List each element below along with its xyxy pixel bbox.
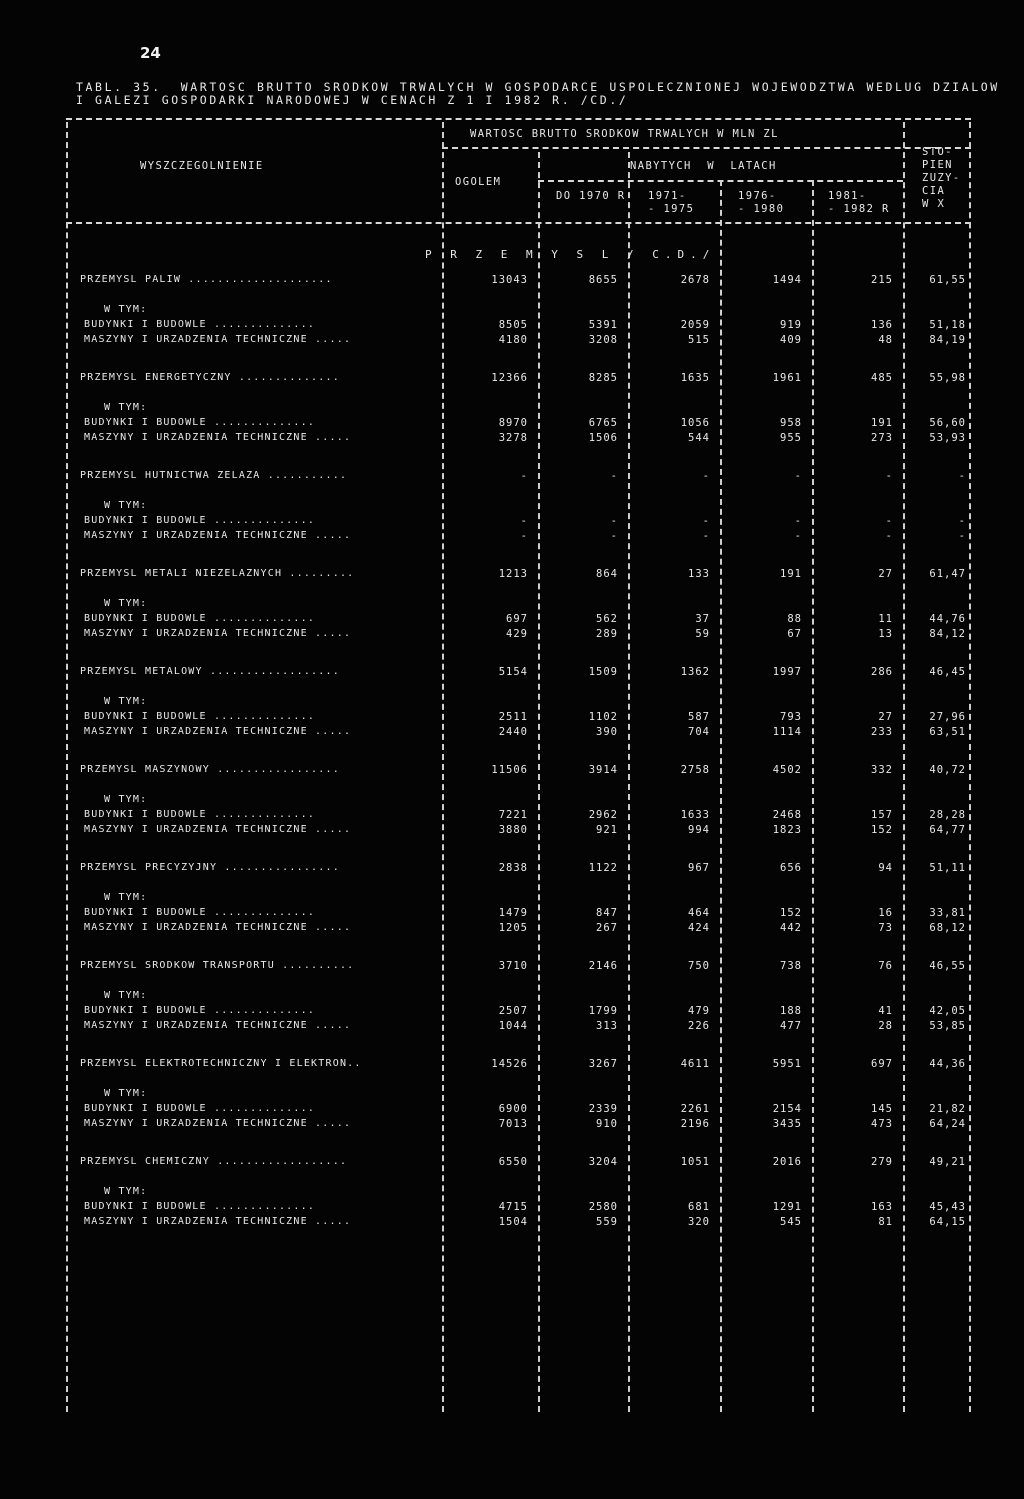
table-row-label: BUDYNKI I BUDOWLE .............. [84, 515, 316, 526]
table-cell-col-4: 958 [780, 417, 802, 429]
table-cell-col-6: - [958, 515, 966, 527]
table-cell-col-2: 1102 [588, 711, 618, 723]
table-cell-col-3: 544 [688, 432, 710, 444]
header-period-3: 1976- - 1980 [738, 190, 785, 215]
table-cell-col-4: 793 [780, 711, 802, 723]
header-period-2: 1971- - 1975 [648, 190, 695, 215]
table-cell-col-1: 4715 [498, 1201, 528, 1213]
table-cell-col-1: 1205 [498, 922, 528, 934]
table-cell-col-1: 8505 [498, 319, 528, 331]
table-cell-col-3: 994 [688, 824, 710, 836]
table-cell-col-2: 3914 [588, 764, 618, 776]
table-cell-col-4: 152 [780, 907, 802, 919]
table-cell-col-5: 152 [871, 824, 893, 836]
table-cell-col-2: 8655 [588, 274, 618, 286]
table-cell-col-5: 27 [878, 568, 893, 580]
table-cell-col-5: 136 [871, 319, 893, 331]
table-cell-col-6: 61,55 [929, 274, 966, 286]
table-cell-col-2: 3208 [588, 334, 618, 346]
table-cell-col-5: 11 [878, 613, 893, 625]
table-cell-col-2: - [610, 515, 618, 527]
table-cell-col-2: 559 [596, 1216, 618, 1228]
table-cell-col-3: 1051 [680, 1156, 710, 1168]
table-row-subheading: W TYM: [104, 402, 148, 413]
table-row-section-label: PRZEMYSL PRECYZYJNY ................ [80, 862, 340, 873]
table-cell-col-2: 390 [596, 726, 618, 738]
table-cell-col-6: 45,43 [929, 1201, 966, 1213]
table-cell-col-2: 3267 [588, 1058, 618, 1070]
table-cell-col-5: 48 [878, 334, 893, 346]
table-cell-col-3: 2678 [680, 274, 710, 286]
table-row-label: MASZYNY I URZADZENIA TECHNICZNE ..... [84, 334, 352, 345]
table-cell-col-1: 3278 [498, 432, 528, 444]
col-divider-1 [538, 152, 540, 1412]
table-cell-col-6: 64,15 [929, 1216, 966, 1228]
table-row-label: MASZYNY I URZADZENIA TECHNICZNE ..... [84, 628, 352, 639]
table-cell-col-2: 1122 [588, 862, 618, 874]
table-cell-col-2: 2962 [588, 809, 618, 821]
table-cell-col-4: 191 [780, 568, 802, 580]
table-cell-col-4: 1997 [772, 666, 802, 678]
table-cell-col-4: 1961 [772, 372, 802, 384]
table-row-label: MASZYNY I URZADZENIA TECHNICZNE ..... [84, 1216, 352, 1227]
table-cell-col-6: 51,11 [929, 862, 966, 874]
table-cell-col-6: 40,72 [929, 764, 966, 776]
table-cell-col-6: 27,96 [929, 711, 966, 723]
table-row-label: MASZYNY I URZADZENIA TECHNICZNE ..... [84, 922, 352, 933]
table-cell-col-3: 4611 [680, 1058, 710, 1070]
table-cell-col-6: 28,28 [929, 809, 966, 821]
table-cell-col-4: 67 [787, 628, 802, 640]
table-cell-col-3: 37 [695, 613, 710, 625]
table-row-subheading: W TYM: [104, 892, 148, 903]
table-cell-col-1: 7013 [498, 1118, 528, 1130]
table-cell-col-3: 320 [688, 1216, 710, 1228]
table-cell-col-3: 1056 [680, 417, 710, 429]
col-divider-3 [720, 180, 722, 1412]
table-cell-col-1: 5154 [498, 666, 528, 678]
table-cell-col-1: 1044 [498, 1020, 528, 1032]
table-cell-col-5: 94 [878, 862, 893, 874]
table-cell-col-5: 16 [878, 907, 893, 919]
table-cell-col-4: 545 [780, 1216, 802, 1228]
table-cell-col-5: 485 [871, 372, 893, 384]
table-title-line-2: I GALEZI GOSPODARKI NARODOWEJ W CENACH Z 1 I 1982 R. /CD./ [76, 93, 629, 107]
table-row-label: BUDYNKI I BUDOWLE .............. [84, 417, 316, 428]
table-cell-col-6: 53,93 [929, 432, 966, 444]
table-cell-col-6: 68,12 [929, 922, 966, 934]
table-row-subheading: W TYM: [104, 990, 148, 1001]
table-cell-col-4: 2154 [772, 1103, 802, 1115]
header-period-4: 1981- - 1982 R [828, 190, 890, 215]
table-cell-col-6: 53,85 [929, 1020, 966, 1032]
table-cell-col-4: 477 [780, 1020, 802, 1032]
table-cell-col-6: 63,51 [929, 726, 966, 738]
table-cell-col-5: 286 [871, 666, 893, 678]
table-row-label: MASZYNY I URZADZENIA TECHNICZNE ..... [84, 824, 352, 835]
table-cell-col-5: 332 [871, 764, 893, 776]
table-row-subheading: W TYM: [104, 1186, 148, 1197]
table-cell-col-6: 56,60 [929, 417, 966, 429]
header-top-rule [66, 118, 971, 120]
table-cell-col-3: - [702, 470, 710, 482]
table-row-label: MASZYNY I URZADZENIA TECHNICZNE ..... [84, 530, 352, 541]
table-cell-col-5: - [885, 470, 893, 482]
table-cell-col-3: 750 [688, 960, 710, 972]
table-row-label: MASZYNY I URZADZENIA TECHNICZNE ..... [84, 1020, 352, 1031]
table-cell-col-2: 6765 [588, 417, 618, 429]
col-divider-4 [812, 180, 814, 1412]
table-cell-col-6: 84,19 [929, 334, 966, 346]
table-cell-col-3: 424 [688, 922, 710, 934]
table-cell-col-4: 2468 [772, 809, 802, 821]
table-cell-col-1: 6550 [498, 1156, 528, 1168]
table-cell-col-5: 215 [871, 274, 893, 286]
table-cell-col-6: 44,76 [929, 613, 966, 625]
table-cell-col-3: 2196 [680, 1118, 710, 1130]
table-cell-col-3: 133 [688, 568, 710, 580]
table-cell-col-6: - [958, 530, 966, 542]
table-cell-col-6: 55,98 [929, 372, 966, 384]
table-cell-col-2: 562 [596, 613, 618, 625]
table-cell-col-1: 1504 [498, 1216, 528, 1228]
page-number: 24 [140, 44, 161, 62]
section-city-heading: P R Z E M Y S L / C.D./ [425, 248, 716, 261]
table-cell-col-1: - [520, 515, 528, 527]
col-divider-5 [903, 122, 905, 1412]
table-cell-col-5: 697 [871, 1058, 893, 1070]
table-cell-col-6: 46,45 [929, 666, 966, 678]
table-cell-col-2: 2146 [588, 960, 618, 972]
table-cell-col-5: 473 [871, 1118, 893, 1130]
table-cell-col-1: 2838 [498, 862, 528, 874]
table-row-label: BUDYNKI I BUDOWLE .............. [84, 319, 316, 330]
table-cell-col-2: - [610, 530, 618, 542]
table-row-section-label: PRZEMYSL CHEMICZNY .................. [80, 1156, 348, 1167]
table-cell-col-2: 1509 [588, 666, 618, 678]
table-row-label: BUDYNKI I BUDOWLE .............. [84, 1103, 316, 1114]
table-cell-col-3: 704 [688, 726, 710, 738]
table-cell-col-6: 42,05 [929, 1005, 966, 1017]
table-cell-col-5: 28 [878, 1020, 893, 1032]
table-cell-col-2: 1506 [588, 432, 618, 444]
table-cell-col-4: - [794, 530, 802, 542]
table-cell-col-5: 273 [871, 432, 893, 444]
table-cell-col-4: 1494 [772, 274, 802, 286]
table-row-label: BUDYNKI I BUDOWLE .............. [84, 907, 316, 918]
table-cell-col-2: 847 [596, 907, 618, 919]
table-cell-col-2: 289 [596, 628, 618, 640]
table-cell-col-5: 76 [878, 960, 893, 972]
table-cell-col-3: 967 [688, 862, 710, 874]
header-nabytych: NABYTYCH W LATACH [630, 160, 777, 172]
table-cell-col-3: 587 [688, 711, 710, 723]
table-cell-col-1: - [520, 530, 528, 542]
table-cell-col-3: 479 [688, 1005, 710, 1017]
table-cell-col-1: - [520, 470, 528, 482]
table-cell-col-2: 8285 [588, 372, 618, 384]
table-cell-col-5: 191 [871, 417, 893, 429]
table-cell-col-4: 2016 [772, 1156, 802, 1168]
table-cell-col-1: 8970 [498, 417, 528, 429]
table-cell-col-3: 2758 [680, 764, 710, 776]
table-row-subheading: W TYM: [104, 500, 148, 511]
header-mid-rule [442, 147, 971, 149]
table-cell-col-4: 5951 [772, 1058, 802, 1070]
table-cell-col-1: 2440 [498, 726, 528, 738]
table-cell-col-6: 84,12 [929, 628, 966, 640]
table-cell-col-6: 46,55 [929, 960, 966, 972]
table-cell-col-1: 4180 [498, 334, 528, 346]
table-cell-col-4: 738 [780, 960, 802, 972]
table-cell-col-4: - [794, 470, 802, 482]
header-wyszczegolnienie: WYSZCZEGOLNIENIE [140, 160, 264, 172]
table-cell-col-1: 13043 [491, 274, 528, 286]
table-row-subheading: W TYM: [104, 598, 148, 609]
table-cell-col-2: 313 [596, 1020, 618, 1032]
table-cell-col-4: - [794, 515, 802, 527]
table-cell-col-2: 5391 [588, 319, 618, 331]
table-cell-col-1: 7221 [498, 809, 528, 821]
table-cell-col-4: 3435 [772, 1118, 802, 1130]
table-cell-col-1: 3710 [498, 960, 528, 972]
table-cell-col-6: 64,77 [929, 824, 966, 836]
table-row-subheading: W TYM: [104, 1088, 148, 1099]
table-cell-col-2: 2339 [588, 1103, 618, 1115]
table-row-label: BUDYNKI I BUDOWLE .............. [84, 1201, 316, 1212]
table-cell-col-3: - [702, 515, 710, 527]
table-row-label: BUDYNKI I BUDOWLE .............. [84, 1005, 316, 1016]
table-cell-col-4: 1114 [772, 726, 802, 738]
table-cell-col-4: 188 [780, 1005, 802, 1017]
table-cell-col-2: 864 [596, 568, 618, 580]
table-cell-col-1: 12366 [491, 372, 528, 384]
table-row-label: MASZYNY I URZADZENIA TECHNICZNE ..... [84, 726, 352, 737]
table-cell-col-1: 1479 [498, 907, 528, 919]
header-stopien-zuzycia: STO- PIEN ZUZY- CIA W X [922, 146, 961, 210]
table-cell-col-2: - [610, 470, 618, 482]
table-cell-col-6: 49,21 [929, 1156, 966, 1168]
table-row-subheading: W TYM: [104, 696, 148, 707]
col-divider-ogolem [442, 122, 444, 1412]
table-cell-col-2: 910 [596, 1118, 618, 1130]
table-row-section-label: PRZEMYSL METALOWY .................. [80, 666, 340, 677]
table-cell-col-6: 64,24 [929, 1118, 966, 1130]
table-cell-col-5: 73 [878, 922, 893, 934]
table-cell-col-5: 157 [871, 809, 893, 821]
table-cell-col-3: - [702, 530, 710, 542]
table-cell-col-4: 409 [780, 334, 802, 346]
table-cell-col-6: 44,36 [929, 1058, 966, 1070]
table-cell-col-4: 4502 [772, 764, 802, 776]
table-cell-col-5: - [885, 530, 893, 542]
table-cell-col-5: 13 [878, 628, 893, 640]
table-cell-col-3: 515 [688, 334, 710, 346]
table-cell-col-2: 921 [596, 824, 618, 836]
table-cell-col-4: 1291 [772, 1201, 802, 1213]
table-cell-col-5: 279 [871, 1156, 893, 1168]
table-cell-col-6: 33,81 [929, 907, 966, 919]
table-cell-col-2: 3204 [588, 1156, 618, 1168]
table-row-label: BUDYNKI I BUDOWLE .............. [84, 809, 316, 820]
table-row-section-label: PRZEMYSL MASZYNOWY ................. [80, 764, 340, 775]
table-cell-col-1: 2507 [498, 1005, 528, 1017]
table-cell-col-3: 464 [688, 907, 710, 919]
table-row-section-label: PRZEMYSL PALIW .................... [80, 274, 333, 285]
table-cell-col-5: 27 [878, 711, 893, 723]
header-ogolem: OGOLEM [455, 176, 502, 188]
header-bottom-rule [66, 222, 971, 224]
table-cell-col-5: 163 [871, 1201, 893, 1213]
table-cell-col-3: 2059 [680, 319, 710, 331]
table-cell-col-4: 1823 [772, 824, 802, 836]
table-row-label: BUDYNKI I BUDOWLE .............. [84, 613, 316, 624]
table-cell-col-5: - [885, 515, 893, 527]
header-wartosc: WARTOSC BRUTTO SRODKOW TRWALYCH W MLN ZL [470, 128, 779, 140]
table-cell-col-4: 955 [780, 432, 802, 444]
table-cell-col-3: 1362 [680, 666, 710, 678]
table-row-label: MASZYNY I URZADZENIA TECHNICZNE ..... [84, 1118, 352, 1129]
table-right-border [969, 122, 971, 1412]
table-cell-col-1: 697 [506, 613, 528, 625]
header-period-1: DO 1970 R [556, 190, 626, 202]
table-cell-col-1: 3880 [498, 824, 528, 836]
table-cell-col-1: 14526 [491, 1058, 528, 1070]
table-cell-col-1: 429 [506, 628, 528, 640]
table-row-section-label: PRZEMYSL ENERGETYCZNY .............. [80, 372, 340, 383]
table-cell-col-3: 2261 [680, 1103, 710, 1115]
table-row-section-label: PRZEMYSL SRODKOW TRANSPORTU .......... [80, 960, 355, 971]
table-cell-col-3: 59 [695, 628, 710, 640]
table-cell-col-4: 442 [780, 922, 802, 934]
table-row-section-label: PRZEMYSL ELEKTROTECHNICZNY I ELEKTRON.. [80, 1058, 362, 1069]
table-cell-col-6: 51,18 [929, 319, 966, 331]
table-title-line-1: TABL. 35. WARTOSC BRUTTO SRODKOW TRWALYCH W GOSPODARCE USPOLECZNIONEJ WOJEWODZTWA WEDLUG DZIALOW [76, 80, 1000, 94]
table-row-section-label: PRZEMYSL METALI NIEZELAZNYCH ......... [80, 568, 355, 579]
col-divider-2 [628, 152, 630, 1412]
table-cell-col-2: 1799 [588, 1005, 618, 1017]
table-cell-col-6: 61,47 [929, 568, 966, 580]
table-cell-col-1: 1213 [498, 568, 528, 580]
table-cell-col-3: 1635 [680, 372, 710, 384]
table-cell-col-3: 1633 [680, 809, 710, 821]
table-cell-col-6: - [958, 470, 966, 482]
table-cell-col-3: 681 [688, 1201, 710, 1213]
table-cell-col-4: 919 [780, 319, 802, 331]
table-row-label: MASZYNY I URZADZENIA TECHNICZNE ..... [84, 432, 352, 443]
table-cell-col-5: 41 [878, 1005, 893, 1017]
table-cell-col-4: 656 [780, 862, 802, 874]
table-row-label: BUDYNKI I BUDOWLE .............. [84, 711, 316, 722]
table-cell-col-2: 267 [596, 922, 618, 934]
table-cell-col-5: 145 [871, 1103, 893, 1115]
table-cell-col-1: 6900 [498, 1103, 528, 1115]
table-cell-col-4: 88 [787, 613, 802, 625]
table-cell-col-3: 226 [688, 1020, 710, 1032]
table-left-border [66, 122, 68, 1412]
table-row-section-label: PRZEMYSL HUTNICTWA ZELAZA ........... [80, 470, 348, 481]
table-row-subheading: W TYM: [104, 794, 148, 805]
table-row-subheading: W TYM: [104, 304, 148, 315]
table-cell-col-1: 2511 [498, 711, 528, 723]
table-cell-col-5: 81 [878, 1216, 893, 1228]
table-cell-col-6: 21,82 [929, 1103, 966, 1115]
table-cell-col-5: 233 [871, 726, 893, 738]
table-cell-col-1: 11506 [491, 764, 528, 776]
table-cell-col-2: 2580 [588, 1201, 618, 1213]
